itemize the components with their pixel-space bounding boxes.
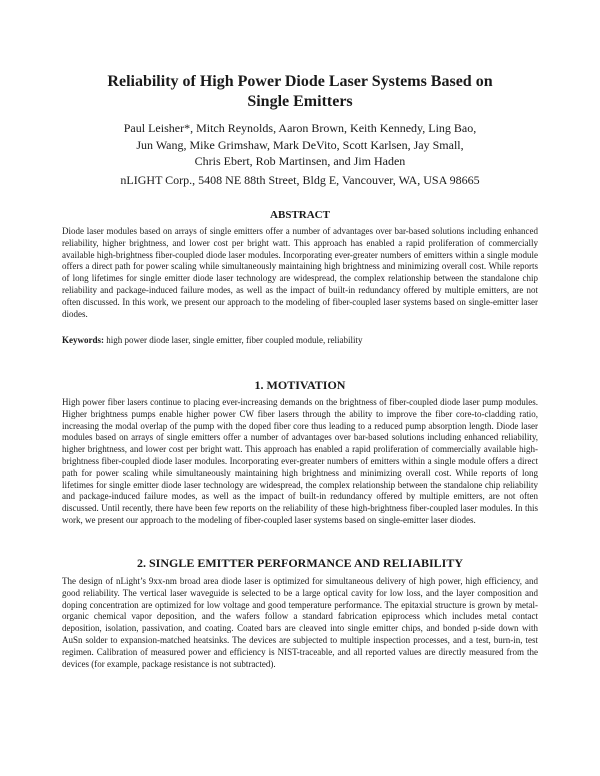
keywords-text: high power diode laser, single emitter, fiber coupled module, reliability	[106, 335, 363, 345]
abstract-heading: ABSTRACT	[270, 209, 330, 221]
authors-line-3: Chris Ebert, Rob Martinsen, and Jim Haden	[194, 154, 406, 168]
section-2-text: The design of nLight’s 9xx-nm broad area diode laser is optimized for simultaneous delivery of high power, high efficiency, and good reliability. The vertical laser waveguide is selected to be a large optical cavity for low loss, and the layer composition and doping concentration are optimized for low voltage and good temperature performance. The epitaxial structure is grown by metal-organic chemical vapor deposition, and the wafers follow a standard fabrication epiprocess which includes metal contact deposition, isolation, passivation, and coating. Coated bars are cleaved into single emitter chips, and bonded p-side down with AuSn solder to expansion-matched heatsinks. The devices are subjected to multiple inspection processes, and a test, burn-in, test regimen. Calibration of measured power and efficiency is NIST-traceable, and all reported values are directly measured from the devices (for example, package resistance is not subtracted).	[62, 576, 538, 669]
title-line-1: Reliability of High Power Diode Laser Systems Based on	[107, 73, 493, 90]
keywords	[62, 334, 538, 346]
authors-line-1: Paul Leisher*, Mitch Reynolds, Aaron Brown, Keith Kennedy, Ling Bao,	[123, 121, 477, 135]
section-1-heading: 1. MOTIVATION	[254, 378, 346, 392]
abstract-text: Diode laser modules based on arrays of single emitters offer a number of advantages over bar-based solutions including enhanced reliability, higher brightness, and lower cost per bright watt. This approach has enabled a rapid proliferation of commercially available high-brightness fiber-coupled diode laser modules. Incorporating ever-greater numbers of emitters within a single module offers a direct path for power scaling while simultaneously maintaining high brightness and minimizing overall cost. While reports of long lifetimes for single emitter diode laser technology are widespread, the complex relationship between the standalone chip reliability and package-induced failure modes, as well as the impact of built-in redundancy offered by multiple emitters, are not often discussed. In this work, we present our approach to the modeling of fiber-coupled laser systems based on single-emitter laser diodes.	[62, 226, 538, 319]
keywords-label: Keywords:	[62, 335, 104, 345]
paper-title	[60, 72, 540, 112]
section-1-text: High power fiber lasers continue to placing ever-increasing demands on the brightness of fiber-coupled diode laser pump modules. Higher brightness pumps enable higher power CW fiber lasers through the ability to improve the fiber core-to-cladding ratio, increasing the modal overlap of the pump with the doped fiber core thus leading to a reduced pump absorption length. Diode laser modules based on arrays of single emitters offer a number of advantages over bar-based solutions including enhanced reliability, higher brightness, and lower cost per bright watt. This approach has enabled a rapid proliferation of commercially available high-brightness fiber-coupled diode laser modules. Incorporating ever-greater numbers of emitters within a single module offers a direct path for power scaling while simultaneously maintaining high brightness and minimizing overall cost. While reports of long lifetimes for single emitter diode laser technology are widespread, the complex relationship between the standalone chip reliability and package-induced failure modes, as well as the impact of built-in redundancy offered by multiple emitters, are not often discussed. Until recently, there have been few reports on the reliability of these high-brightness fiber-coupled laser modules. In this work, we present our approach to the modeling of fiber-coupled laser systems based on single-emitter laser diodes.	[62, 397, 538, 525]
title-line-2: Single Emitters	[247, 93, 353, 110]
author-list	[70, 120, 530, 170]
authors-line-2: Jun Wang, Mike Grimshaw, Mark DeVito, Scott Karlsen, Jay Small,	[136, 137, 464, 152]
affiliation: nLIGHT Corp., 5408 NE 88th Street, Bldg E, Vancouver, WA, USA 98665	[120, 173, 480, 187]
section-2-heading: 2. SINGLE EMITTER PERFORMANCE AND RELIABILITY	[136, 556, 464, 570]
